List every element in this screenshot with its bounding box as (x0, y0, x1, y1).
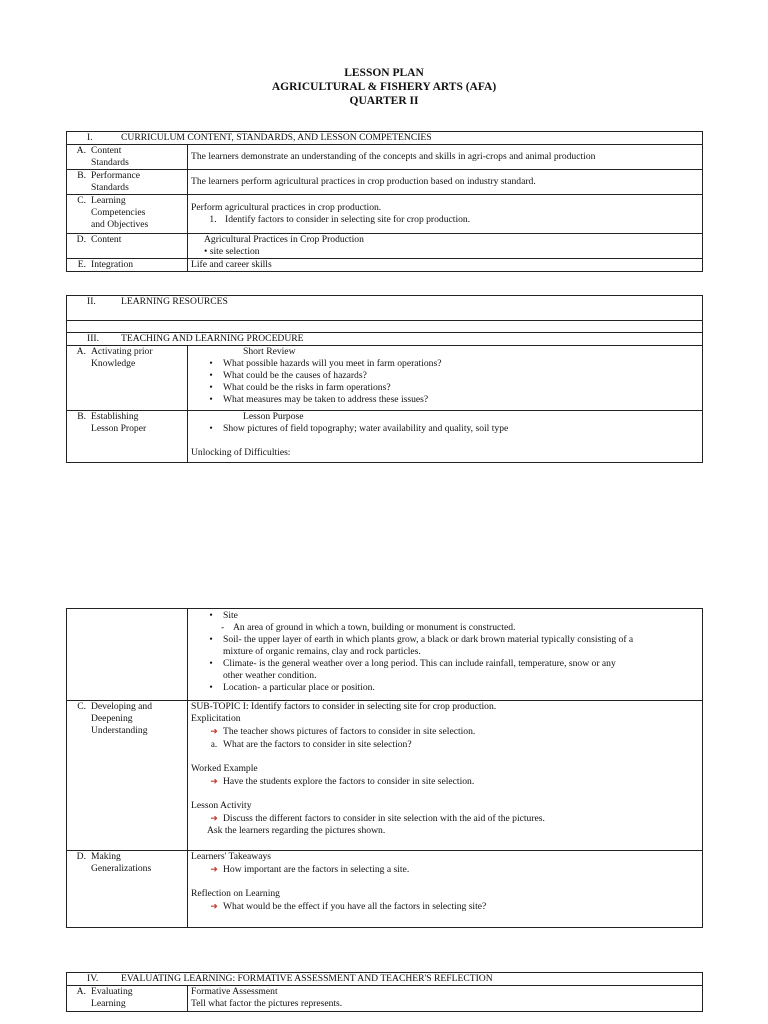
empty-row (67, 321, 703, 333)
definitions-cell: • Site - An area of ground in which a town, building or monument is constructed. • Soil- the upper layer of earth in which plants grow, a black or dark brown material typically consisting of a mixture of organic remains, clay and rock particles. • Climate- is the general weather over a long period. This can include rainfall, temperature, snow or any other weather condition. • Location- a particular place or position. (188, 609, 703, 701)
procedure-table (66, 295, 703, 463)
disc-bullet-icon: • (209, 658, 213, 669)
competencies-label: C. Learning Competencies and Objectives (67, 195, 188, 234)
developing-understanding-label: C. Developing and Deepening Understanding (67, 701, 188, 851)
evaluating-learning-label: A. Evaluating Learning (67, 986, 188, 1012)
disc-bullet-icon: • (209, 394, 213, 405)
competencies-text: Perform agricultural practices in crop production. 1. Identify factors to consider in selecting site for crop production. (188, 195, 703, 234)
title-line-3: QUARTER II (349, 95, 419, 107)
procedure-continued-table (66, 608, 703, 928)
content-text: Agricultural Practices in Crop Production • site selection (188, 234, 703, 259)
content-standards-text: The learners demonstrate an understanding of the concepts and skills in agri-crops and animal production (188, 145, 703, 170)
lesson-purpose-cell: Lesson Purpose • Show pictures of field topography; water availability and quality, soil type Unlocking of Difficulties: (188, 411, 703, 463)
title-line-1: LESSON PLAN (344, 67, 424, 79)
section-3-header: III. TEACHING AND LEARNING PROCEDURE (67, 333, 703, 346)
disc-bullet-icon: • (209, 382, 213, 393)
performance-standards-text: The learners perform agricultural practices in crop production based on industry standard. (188, 170, 703, 195)
making-generalizations-label: D. Making Generalizations (67, 851, 188, 928)
formative-assessment-cell: Formative Assessment Tell what factor the pictures represents. (188, 986, 703, 1012)
content-label: D. Content (67, 234, 188, 259)
disc-bullet-icon: • (209, 358, 213, 369)
performance-standards-label: B. Performance Standards (67, 170, 188, 195)
short-review-cell: Short Review • What possible hazards will you meet in farm operations? • What could be the causes of hazards? • What could be the risks in farm operations? • What measures may be taken to address these issues? (188, 346, 703, 411)
arrow-bullet-icon: ➜ (210, 813, 218, 823)
section-4-header: IV. EVALUATING LEARNING: FORMATIVE ASSESSMENT AND TEACHER'S REFLECTION (67, 973, 703, 986)
arrow-bullet-icon: ➜ (210, 776, 218, 786)
arrow-bullet-icon: ➜ (210, 901, 218, 911)
arrow-bullet-icon: ➜ (210, 726, 218, 736)
blank-label-cell (67, 609, 188, 701)
disc-bullet-icon: • (209, 682, 213, 693)
evaluation-table (66, 972, 703, 1012)
arrow-bullet-icon: ➜ (210, 864, 218, 874)
content-standards-label: A. Content Standards (67, 145, 188, 170)
integration-text: Life and career skills (188, 259, 703, 272)
takeaways-cell: Learners' Takeaways ➜ How important are the factors in selecting a site. Reflection on Learning ➜ What would be the effect if you have all the factors in selecting site? (188, 851, 703, 928)
disc-bullet-icon: • (209, 610, 213, 621)
document-title (0, 66, 768, 108)
establishing-lesson-label: B. Establishing Lesson Proper (67, 411, 188, 463)
activating-prior-knowledge-label: A. Activating prior Knowledge (67, 346, 188, 411)
disc-bullet-icon: • (209, 370, 213, 381)
section-1-header: I. CURRICULUM CONTENT, STANDARDS, AND LESSON COMPETENCIES (67, 132, 703, 145)
disc-bullet-icon: • (209, 423, 213, 434)
title-line-2: AGRICULTURAL & FISHERY ARTS (AFA) (271, 81, 497, 93)
curriculum-table (66, 131, 703, 272)
section-2-header: II. LEARNING RESOURCES (67, 296, 703, 321)
subtopic-cell: SUB-TOPIC I: Identify factors to consider in selecting site for crop production. Explicitation ➜ The teacher shows pictures of factors to consider in site selection. a. What are the factors to consider in site selection? Worked Example ➜ Have the students explore the factors to consider in site selection. Lesson Activity ➜ Discuss the different factors to consider in site selection with the aid of the pictures. Ask the learners regarding the pictures shown. (188, 701, 703, 851)
integration-label: E. Integration (67, 259, 188, 272)
disc-bullet-icon: • (209, 634, 213, 645)
